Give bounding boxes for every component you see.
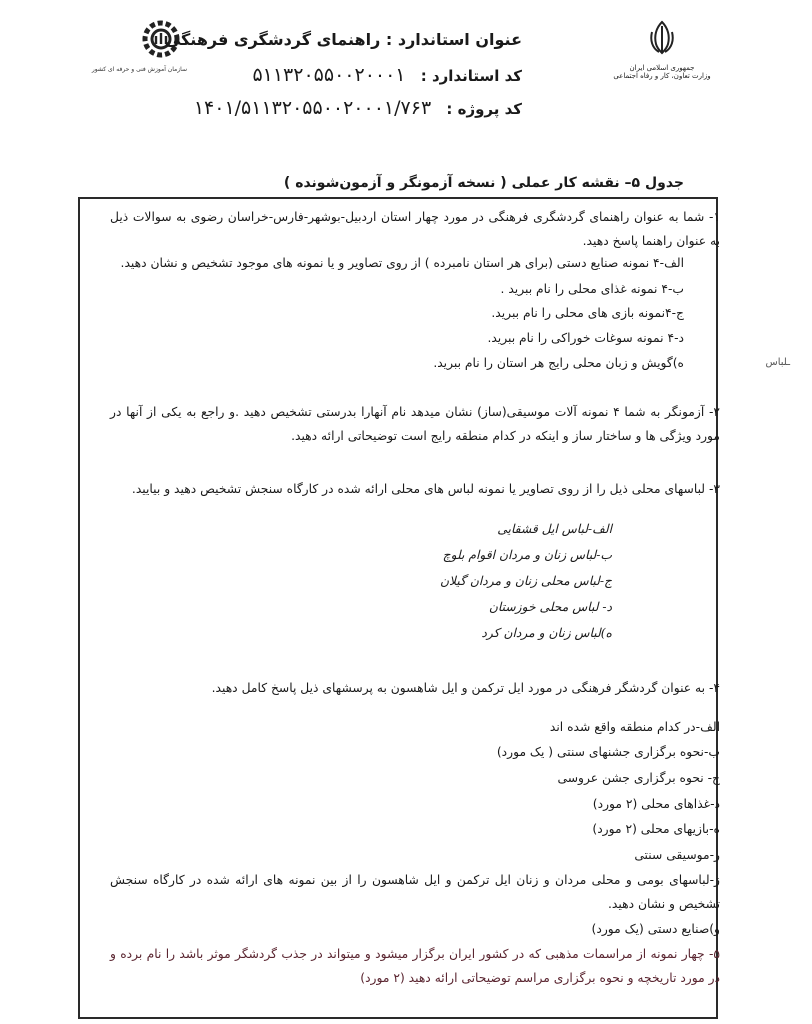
q3-item-d: د- لباس محلی خوزستان [488, 600, 612, 614]
q3-item-c: ج-لباس محلی زنان و مردان گیلان [439, 574, 612, 588]
q1-item-d: د-۴ نمونه سوغات خوراکی را نام ببرید. [487, 331, 684, 345]
project-code-value: ۱۴۰۱/۵۱۱۳۲۰۵۵۰۰۲۰۰۰۱/۷۶۳ [193, 97, 432, 119]
standard-code-label: کد استاندارد : [420, 67, 522, 85]
tvto-caption: سازمان آموزش فنی و حرفه ای کشور [91, 66, 187, 73]
q3-item-e: ه)لباس زنان و مردان کرد [481, 626, 612, 640]
standard-code [252, 64, 522, 86]
q1-item-b: ب-۴ نمونه غذای محلی را نام ببرید . [500, 282, 684, 296]
q1-item-e: ه)گویش و زبان محلی رایج هر استان را نام ببرید. [433, 356, 684, 370]
margin-note: ـلباس [765, 357, 790, 368]
question-3: ۳- لباسهای محلی ذیل را از روی تصاویر یا نمونه لباس های محلی ارائه شده در کارگاه سنجش تشخیص دهید و بیایید. [131, 482, 720, 496]
q4-item-b: ب-نحوه برگزاری جشنهای سنتی ( یک مورد) [496, 745, 720, 759]
question-5: ۵- چهار نمونه از مراسمات مذهبی که در کشور ایران برگزار میشود و میتواند در جذب گردشگر موثر باشد را نام برده و در مورد تاریخچه و نحوه برگزاری مراسم توضیحاتی ارائه دهید (۲ مورد) [110, 947, 720, 985]
question-1: ۱- شما به عنوان راهنمای گردشگری فرهنگی در مورد چهار استان اردبیل-بوشهر-فارس-خراسان رضوی به سوالات ذیل به عنوان راهنما پاسخ دهید. [110, 210, 720, 248]
ministry-emblem [602, 18, 722, 80]
standard-title-value: راهنمای گردشگری فرهنگی [164, 30, 381, 49]
ministry-line-1: جمهوری اسلامی ایران [629, 64, 695, 72]
project-code-label: کد پروژه : [446, 100, 522, 118]
question-2: ۲- آزمونگر به شما ۴ نمونه آلات موسیقی(ساز) نشان میدهد نام آنهارا بدرستی تشخیص دهید .و راجع به یکی از آنها در مورد ویژگی ها و ساختار ساز و اینکه در کدام منطقه رایج است توضیحاتی ارائه دهید. [110, 405, 720, 443]
q1-item-c: ج-۴نمونه بازی های محلی را نام ببرید. [491, 306, 684, 320]
standard-title-label: عنوان استاندارد : [385, 30, 522, 49]
q4-item-a: الف-در کدام منطقه واقع شده اند [549, 720, 720, 734]
q4-item-f: ر-موسیقی سنتی [634, 848, 720, 862]
q4-item-h: و)صنایع دستی (یک مورد) [591, 922, 720, 936]
q1-item-a: الف-۴ نمونه صنایع دستی (برای هر استان نامبرده ) از روی تصاویر و یا نمونه های موجود تشخیص و نشان دهید. [120, 256, 684, 270]
standard-title [165, 30, 522, 49]
ministry-line-2: وزارت تعاون، کار و رفاه اجتماعی [613, 72, 711, 80]
q4-item-g: ز-لباسهای بومی و محلی مردان و زنان ایل ترکمن و ایل شاهسون را از بین نمونه های ارائه شده در کارگاه سنجش تشخیص و نشان دهید. [110, 873, 720, 911]
q4-item-c: ج- نحوه برگزاری جشن عروسی [557, 771, 720, 785]
q3-item-a: الف-لباس ایل قشقایی [497, 522, 612, 536]
project-code [194, 97, 522, 119]
standard-code-value: ۵۱۱۳۲۰۵۵۰۰۲۰۰۰۱ [252, 64, 406, 86]
q4-item-d: د-غذاهای محلی (۲ مورد) [592, 797, 720, 811]
table-title: جدول ۵– نقشه کار عملی ( نسخه آزمونگر و آزمون‌شونده ) [283, 175, 684, 191]
q3-item-b: ب-لباس زنان و مردان اقوام بلوچ [442, 548, 612, 562]
iran-emblem-icon [642, 18, 682, 58]
q4-item-e: ه-بازیهای محلی (۲ مورد) [592, 822, 720, 836]
question-4: ۴- به عنوان گردشگر فرهنگی در مورد ایل ترکمن و ایل شاهسون به پرسشهای ذیل پاسخ کامل دهید. [211, 681, 720, 695]
